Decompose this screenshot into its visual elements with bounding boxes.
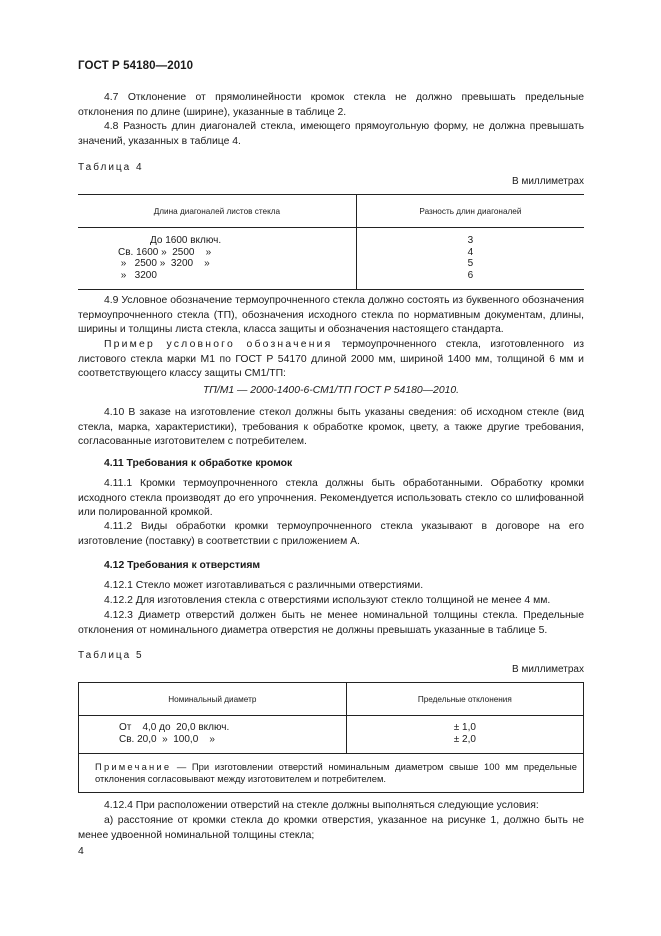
table-4-lengths-cell [78, 228, 356, 290]
paragraph-4-12-3: 4.12.3 Диаметр отверстий должен быть не менее номинальной толщины стекла. Предельные отклонения от номинального диаметра отверстия не должны превышать указанные в таблице 5. [78, 610, 584, 636]
table-5-header-diameter: Номинальный диаметр [79, 683, 347, 716]
table-row [79, 716, 584, 754]
paragraph-4-9: 4.9 Условное обозначение термоупрочненного стекла должно состоять из буквенного обозначения термоупрочненного стекла (ТП), обозначения исходного стекла по нормативным документам, длины, ширины и толщины листа стекла, класса защиты и обозначения настоящего стандарта. [78, 295, 584, 336]
table-row [78, 228, 584, 290]
example-label: Пример условного обозначения [104, 339, 333, 350]
table-4-difference: 4 [467, 246, 474, 258]
table-4-difference: 5 [467, 258, 474, 269]
table-4-difference: 6 [467, 269, 474, 281]
table-5-note [79, 754, 584, 793]
table-5-diameter: Св. 20,0 » 100,0 » [119, 733, 215, 745]
table-4-header-length: Длина диагоналей листов стекла [78, 195, 356, 228]
table-4-length: » 2500 » 3200 » [118, 258, 210, 269]
designation-formula: ТП/М1 — 2000-1400-6-СМ1/ТП ГОСТ Р 54180—2010. [202, 385, 460, 396]
table-5-units: В миллиметрах [512, 664, 584, 675]
table-5-diameters-cell [79, 716, 347, 754]
table-4-length: » 3200 [118, 269, 157, 281]
table-5-note-row [79, 754, 584, 793]
table-5-caption: Таблица 5 [78, 650, 144, 661]
table-4-length: Св. 1600 » 2500 » [118, 246, 212, 258]
heading-4-12: 4.12 Требования к отверстиям [104, 560, 261, 571]
paragraph-4-12-4: 4.12.4 При расположении отверстий на стекле должны выполняться следующие условия: [104, 800, 539, 811]
table-4-units: В миллиметрах [512, 176, 584, 187]
page-number: 4 [78, 846, 84, 857]
paragraph-4-12-2: 4.12.2 Для изготовления стекла с отверстиями используют стекло толщиной не менее 4 мм. [104, 595, 551, 606]
note-label: Примечание [95, 761, 172, 772]
table-4-length: До 1600 включ. [150, 235, 222, 246]
designation-example [78, 338, 584, 382]
table-5 [78, 682, 584, 793]
paragraph-4-7: 4.7 Отклонение от прямолинейности кромок стекла не должно превышать предельные отклонения по длине (ширине), указанные в таблице 2. [78, 92, 584, 118]
note-text: — При изготовлении отверстий номинальным диаметром свыше 100 мм предельные отклонения согласовывают между изготовителем и потребителем. [95, 761, 577, 784]
table-5-deviation: ± 1,0 [453, 722, 476, 733]
paragraph-4-11-1: 4.11.1 Кромки термоупрочненного стекла должны быть обработанными. Обработку кромки исходного стекла производят до его упрочнения. Рекомендуется использовать стекло со шлифованной или полированной кромкой. [78, 478, 584, 519]
heading-4-11: 4.11 Требования к обработке кромок [104, 458, 293, 469]
table-4 [78, 194, 584, 290]
table-5-deviations-cell [346, 716, 583, 754]
paragraph-4-12-1: 4.12.1 Стекло может изготавливаться с различными отверстиями. [104, 580, 424, 591]
table-5-diameter: От 4,0 до 20,0 включ. [119, 722, 230, 733]
table-4-caption: Таблица 4 [78, 162, 144, 173]
paragraph-4-11-2: 4.11.2 Виды обработки кромки термоупрочненного стекла указывают в договоре на его изготовление (поставку) в соответствии с приложением А. [78, 521, 584, 547]
paragraph-4-8: 4.8 Разность длин диагоналей стекла, имеющего прямоугольную форму, не должна превышать значений, указанных в таблице 4. [78, 121, 584, 147]
table-4-header-difference: Разность длин диагоналей [356, 195, 584, 228]
paragraph-4-10: 4.10 В заказе на изготовление стекол должны быть указаны сведения: об исходном стекле (вид стекла, марка, характеристики), требования к обработке кромок, цвету, а также другие требования, согласованные изготовителем с потребителем. [78, 407, 584, 448]
table-5-deviation: ± 2,0 [453, 733, 476, 745]
example-text: термоупрочненного стекла, изготовленного из листового стекла марки М1 по ГОСТ Р 54170 длиной 2000 мм, шириной 1400 мм, толщиной 6 мм и соответствующего классу защиты СМ1/ТП: [78, 339, 584, 380]
document-code: ГОСТ Р 54180—2010 [78, 60, 194, 72]
table-4-difference: 3 [467, 235, 474, 246]
table-5-header-deviation: Предельные отклонения [346, 683, 583, 716]
paragraph-condition-a: а) расстояние от кромки стекла до кромки отверстия, указанное на рисунке 1, должно быть не менее удвоенной номинальной толщины стекла; [78, 815, 584, 841]
table-4-differences-cell [356, 228, 584, 290]
